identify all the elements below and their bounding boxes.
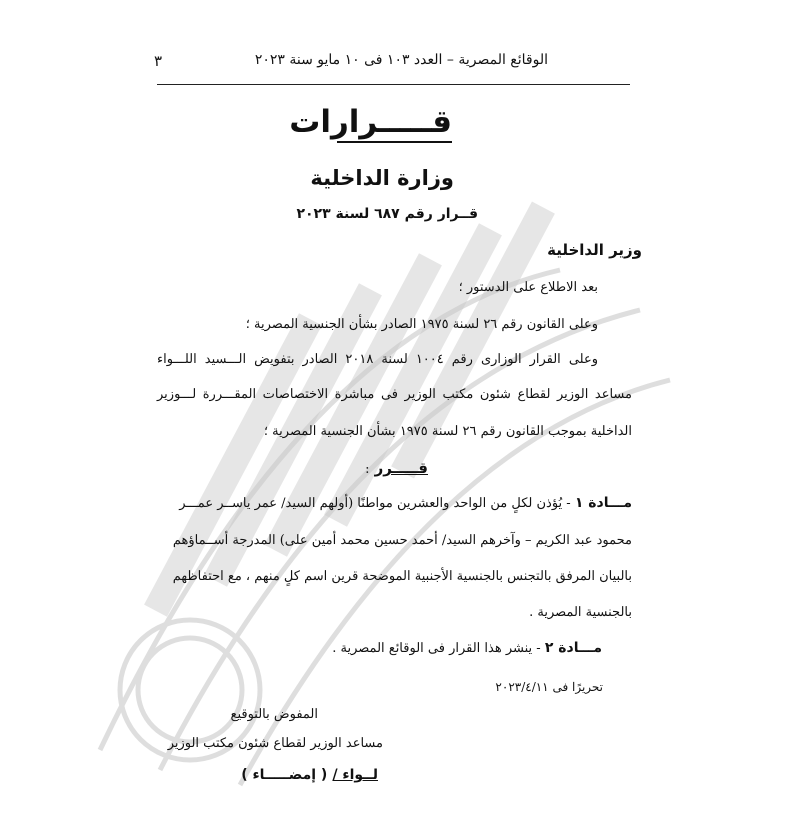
article-1-line — [179, 495, 632, 511]
signature-position: مساعد الوزير لقطاع شئون مكتب الوزير — [167, 736, 383, 751]
ministry-name: وزارة الداخلية — [310, 166, 454, 190]
preamble-line: بعد الاطلاع على الدستور ؛ — [458, 280, 598, 295]
preamble-line: الداخلية بموجب القانون رقم ٢٦ لسنة ١٩٧٥ بشأن الجنسية المصرية ؛ — [263, 424, 632, 439]
decided-heading — [365, 458, 428, 477]
section-title-underline — [337, 141, 452, 143]
article-1-label: مـــادة ١ — [574, 495, 632, 511]
preamble-line: وعلى القانون رقم ٢٦ لسنة ١٩٧٥ الصادر بشأن الجنسية المصرية ؛ — [245, 317, 598, 332]
signature-delegate: المفوض بالتوقيع — [230, 707, 318, 722]
decided-label: قـــــرر — [374, 459, 428, 477]
signature-line — [241, 764, 378, 783]
signature-rank: لــواء / — [332, 767, 378, 783]
article-1-text: - يُؤذن لكلٍ من الواحد والعشرين مواطنًا (أولهم السيد/ عمر ياســر عمـــر — [179, 496, 571, 511]
date-line: تحريرًا فى ٢٠٢٣/٤/١١ — [495, 680, 603, 694]
article-1-line: بالبيان المرفق بالتجنس بالجنسية الأجنبية الموضحة قرين اسم كلٍ منهم ، مع احتفاظهم — [172, 569, 632, 584]
section-title: قـــــرارات — [289, 104, 452, 140]
article-1-line: محمود عبد الكريم – وآخرهم السيد/ أحمد حسين محمد أمين على) المدرجة أســماؤهم — [172, 533, 632, 548]
preamble-line: وعلى القرار الوزارى رقم ١٠٠٤ لسنة ٢٠١٨ الصادر بتفويض الـــسيد اللـــواء — [157, 352, 598, 367]
article-1-line: بالجنسية المصرية . — [529, 605, 632, 620]
preamble-line: مساعد الوزير لقطاع شئون مكتب الوزير فى مباشرة الاختصاصات المقـــررة لـــوزير — [157, 387, 632, 402]
decided-colon: : — [365, 462, 370, 477]
issuer-title: وزير الداخلية — [547, 241, 642, 259]
header-divider — [157, 84, 630, 85]
signature-signed: ( إمضـــــاء ) — [241, 767, 328, 783]
article-2-line — [332, 640, 602, 656]
article-2-label: مـــادة ٢ — [544, 640, 602, 656]
running-header: الوقائع المصرية – العدد ١٠٣ فى ١٠ مايو سنة ٢٠٢٣ — [254, 52, 548, 68]
page-number: ٣ — [154, 52, 163, 70]
article-2-text: - ينشر هذا القرار فى الوقائع المصرية . — [332, 641, 541, 656]
decision-number: قــرار رقم ٦٨٧ لسنة ٢٠٢٣ — [296, 206, 478, 222]
